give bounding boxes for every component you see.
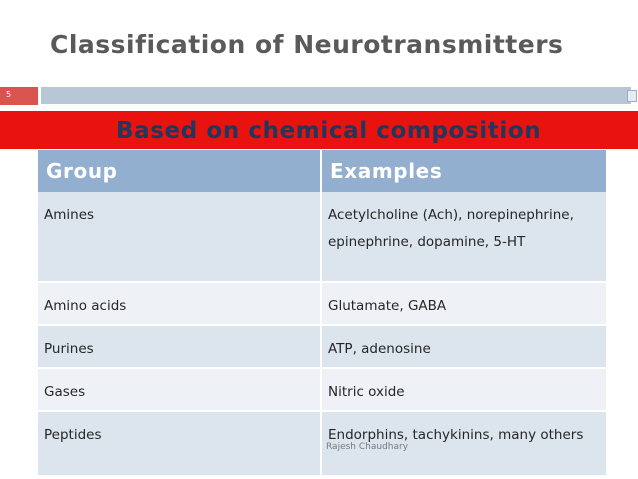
table-row [38,411,606,475]
table-header-row [38,150,606,192]
table-row [38,368,606,411]
decorative-square [627,90,637,102]
neurotransmitter-table [38,150,606,475]
table-row [38,325,606,368]
column-header-examples: Examples [321,150,606,192]
examples-cell: Endorphins, tachykinins, many others [321,411,606,475]
group-cell: Gases [38,368,321,411]
group-cell: Amino acids [38,282,321,325]
examples-cell: Glutamate, GABA [321,282,606,325]
table-row [38,192,606,282]
group-cell: Purines [38,325,321,368]
examples-cell: Nitric oxide [321,368,606,411]
group-cell: Peptides [38,411,321,475]
column-header-group: Group [38,150,321,192]
examples-cell: Acetylcholine (Ach), norepinephrine, epinephrine, dopamine, 5-HT [321,192,606,282]
slide-title: Classification of Neurotransmitters [50,30,564,59]
slide-subtitle: Based on chemical composition [116,118,542,144]
examples-cell: ATP, adenosine [321,325,606,368]
decorative-bar [41,87,631,104]
group-cell: Amines [38,192,321,282]
footer-author: Rajesh Chaudhary [326,442,409,452]
table-row [38,282,606,325]
slide-number: 5 [6,90,12,99]
